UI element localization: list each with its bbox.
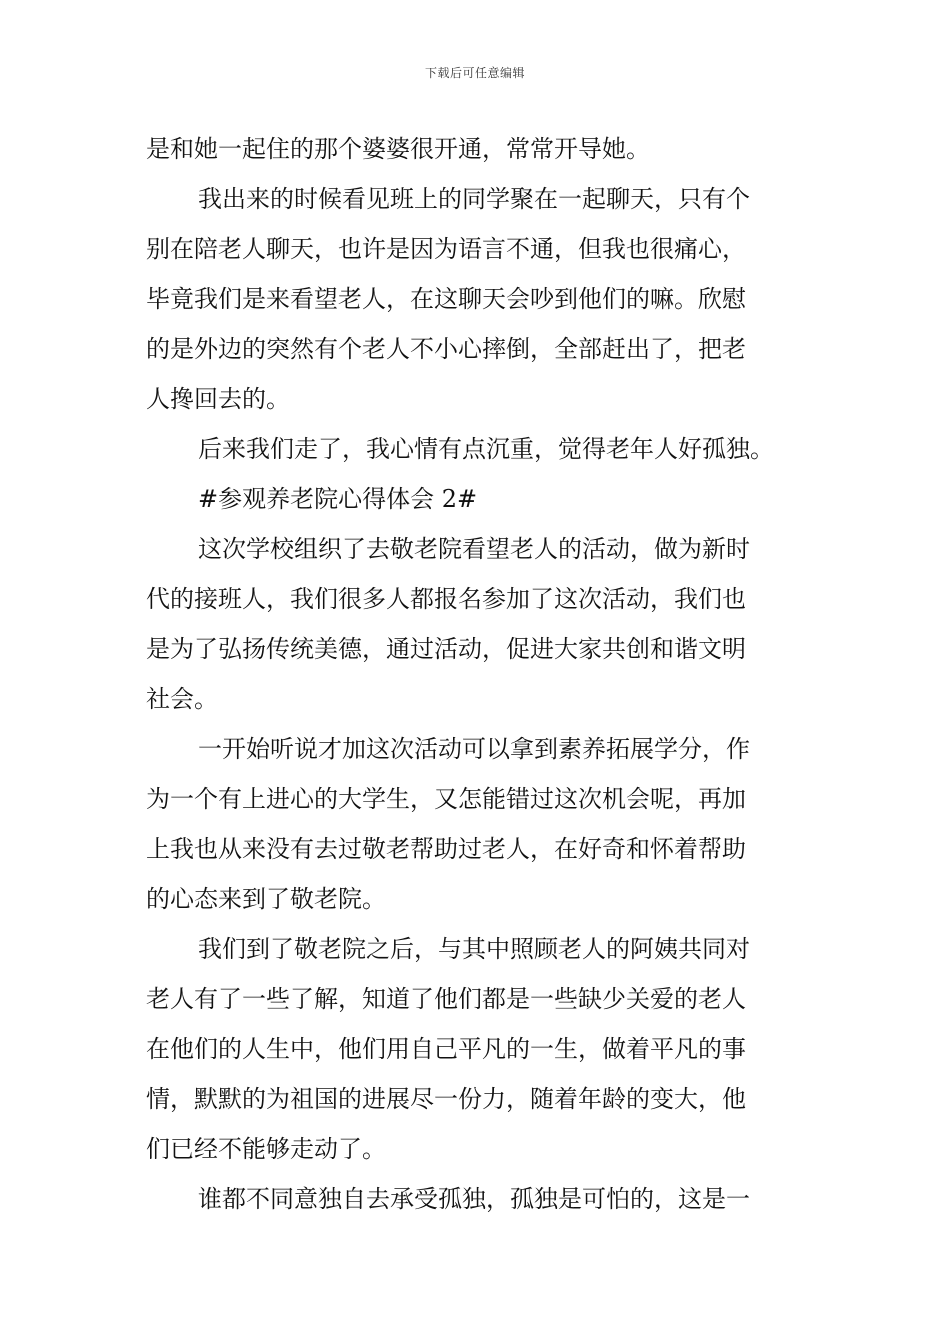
text-line: 上我也从来没有去过敬老帮助过老人，在好奇和怀着帮助 [146, 835, 746, 863]
text-line: 为一个有上进心的大学生，又怎能错过这次机会呢，再加 [146, 785, 746, 813]
text-line: 我们到了敬老院之后，与其中照顾老人的阿姨共同对 [198, 935, 750, 963]
text-line: 们已经不能够走动了。 [146, 1135, 386, 1163]
page-header-note: 下载后可任意编辑 [424, 66, 525, 80]
text-line: 老人有了一些了解，知道了他们都是一些缺少关爱的老人 [146, 985, 746, 1013]
text-line: 情，默默的为祖国的进展尽一份力，随着年龄的变大，他 [146, 1085, 746, 1113]
text-line: 是为了弘扬传统美德，通过活动，促进大家共创和谐文明 [146, 635, 746, 663]
text-line: 是和她一起住的那个婆婆很开通，常常开导她。 [146, 135, 650, 163]
text-line: 后来我们走了，我心情有点沉重，觉得老年人好孤独。 [198, 435, 774, 463]
text-line: 谁都不同意独自去承受孤独，孤独是可怕的，这是一 [198, 1185, 750, 1213]
text-line: 人搀回去的。 [146, 385, 290, 413]
text-line: 的心态来到了敬老院。 [146, 885, 386, 913]
text-line: 毕竟我们是来看望老人，在这聊天会吵到他们的嘛。欣慰 [146, 285, 746, 313]
text-line: 这次学校组织了去敬老院看望老人的活动，做为新时 [198, 535, 750, 563]
text-line: 我出来的时候看见班上的同学聚在一起聊天，只有个 [198, 185, 750, 213]
section-heading: #参观养老院心得体会 2# [198, 485, 478, 513]
text-line: 在他们的人生中，他们用自己平凡的一生，做着平凡的事 [146, 1035, 746, 1063]
text-line: 的是外边的突然有个老人不小心摔倒，全部赶出了，把老 [146, 335, 746, 363]
text-line: 一开始听说才加这次活动可以拿到素养拓展学分，作 [198, 735, 750, 763]
text-line: 别在陪老人聊天，也许是因为语言不通，但我也很痛心， [146, 235, 746, 263]
document-body [146, 124, 810, 1224]
text-line: 社会。 [146, 685, 218, 713]
text-line: 代的接班人，我们很多人都报名参加了这次活动，我们也 [146, 585, 746, 613]
